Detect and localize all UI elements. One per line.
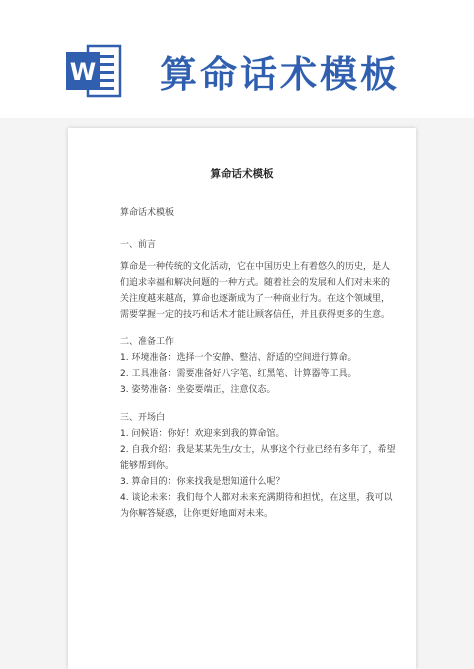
word-icon-letter: W — [69, 58, 97, 86]
document-heading: 算命话术模板 — [210, 168, 274, 180]
doc-line: 能够帮到你。 — [120, 461, 175, 471]
section-heading: 三、开场白 — [120, 413, 166, 423]
word-document-icon — [64, 42, 122, 100]
section-heading: 一、前言 — [120, 240, 157, 250]
doc-line: 们追求幸福和解决问题的一种方式。随着社会的发展和人们对未来的 — [120, 278, 391, 288]
doc-line: 算命话术模板 — [120, 208, 175, 218]
doc-line: 算命是一种传统的文化活动，它在中国历史上有着悠久的历史，是人 — [120, 262, 391, 272]
doc-line: 关注度越来越高，算命也逐渐成为了一种商业行为。在这个领域里， — [120, 294, 391, 304]
banner — [0, 0, 474, 120]
doc-line: 1. 问候语：你好！欢迎来到我的算命馆。 — [120, 429, 285, 439]
doc-line: 需要掌握一定的技巧和话术才能让顾客信任，并且获得更多的生意。 — [120, 310, 391, 320]
doc-line: 3. 姿势准备：坐姿要端正，注意仪态。 — [120, 385, 276, 395]
doc-line: 1. 环境准备：选择一个安静、整洁、舒适的空间进行算命。 — [120, 353, 357, 363]
doc-line: 为你解答疑惑，让你更好地面对未来。 — [120, 509, 274, 519]
document-page — [68, 128, 416, 669]
doc-line: 4. 谈论未来：我们每个人都对未来充满期待和担忧，在这里，我可以 — [120, 493, 393, 503]
banner-title: 算命话术模板 — [160, 53, 400, 96]
doc-line: 3. 算命目的：你来找我是想知道什么呢？ — [120, 477, 285, 487]
section-heading: 二、准备工作 — [120, 337, 175, 347]
doc-line: 2. 自我介绍：我是某某先生/女士，从事这个行业已经有多年了，希望 — [120, 445, 396, 455]
doc-line: 2. 工具准备：需要准备好八字笔、红黑笔、计算器等工具。 — [120, 369, 357, 379]
